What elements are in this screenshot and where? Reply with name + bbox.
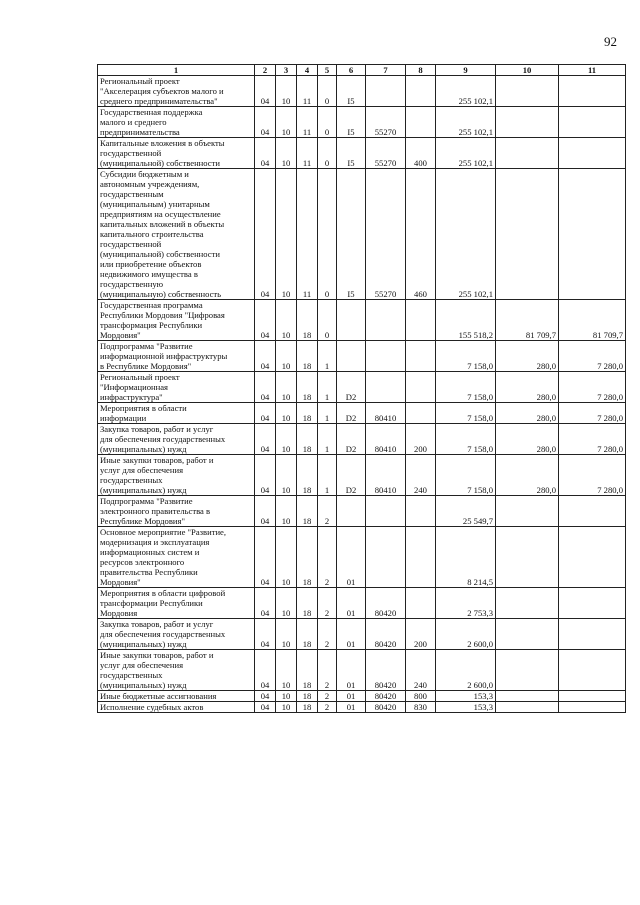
amount-cell xyxy=(559,619,626,650)
amount-cell: 155 518,2 xyxy=(436,300,496,341)
expense-type-cell: 830 xyxy=(406,702,436,713)
row-name-cell: Подпрограмма "Развитие электронного правительства в Республике Мордовия" xyxy=(98,496,255,527)
amount-cell xyxy=(559,691,626,702)
program-code-cell: 18 xyxy=(297,702,318,713)
amount-cell xyxy=(559,702,626,713)
amount-cell: 25 549,7 xyxy=(436,496,496,527)
subsection-code-cell: 10 xyxy=(276,76,297,107)
section-code-cell: 04 xyxy=(255,455,276,496)
program-code-cell: 18 xyxy=(297,496,318,527)
table-row xyxy=(98,169,626,300)
section-code-cell: 04 xyxy=(255,403,276,424)
program-code-cell: 18 xyxy=(297,424,318,455)
subsection-code-cell: 10 xyxy=(276,455,297,496)
row-name-cell: Подпрограмма "Развитие информационной инфраструктуры в Республике Мордовия" xyxy=(98,341,255,372)
section-code-cell: 04 xyxy=(255,169,276,300)
table-row xyxy=(98,702,626,713)
subsection-code-cell: 10 xyxy=(276,619,297,650)
section-code-cell: 04 xyxy=(255,702,276,713)
header-row xyxy=(98,65,626,76)
section-code-cell: 04 xyxy=(255,341,276,372)
subsection-code-cell: 10 xyxy=(276,691,297,702)
row-name-cell: Субсидии бюджетным и автономным учреждениям, государственным (муниципальным) унитарным предприятиям на осуществление капитальных вложений в объекты капитального строительства государственной (муниципальной) собственности или приобретение объектов недвижимого имущества в государственную (муниципальную) собственность xyxy=(98,169,255,300)
expense-type-cell xyxy=(406,300,436,341)
subprogram-code-cell: 2 xyxy=(318,691,337,702)
row-name-cell: Закупка товаров, работ и услуг для обеспечения государственных (муниципальных) нужд xyxy=(98,619,255,650)
program-code-cell: 18 xyxy=(297,619,318,650)
project-code-cell xyxy=(337,496,366,527)
table-row xyxy=(98,691,626,702)
row-name-cell: Иные закупки товаров, работ и услуг для обеспечения государственных (муниципальных) нужд xyxy=(98,455,255,496)
amount-cell: 2 753,3 xyxy=(436,588,496,619)
direction-code-cell xyxy=(366,496,406,527)
row-name-cell: Мероприятия в области информации xyxy=(98,403,255,424)
amount-cell xyxy=(496,496,559,527)
row-name-cell: Региональный проект "Информационная инфраструктура" xyxy=(98,372,255,403)
amount-cell: 7 280,0 xyxy=(559,424,626,455)
direction-code-cell xyxy=(366,341,406,372)
project-code-cell: D2 xyxy=(337,372,366,403)
project-code-cell: I5 xyxy=(337,107,366,138)
amount-cell xyxy=(496,650,559,691)
amount-cell: 280,0 xyxy=(496,424,559,455)
subsection-code-cell: 10 xyxy=(276,341,297,372)
expense-type-cell xyxy=(406,403,436,424)
program-code-cell: 11 xyxy=(297,138,318,169)
direction-code-cell: 55270 xyxy=(366,107,406,138)
project-code-cell: 01 xyxy=(337,650,366,691)
section-code-cell: 04 xyxy=(255,372,276,403)
amount-cell xyxy=(496,619,559,650)
table-row xyxy=(98,424,626,455)
direction-code-cell xyxy=(366,372,406,403)
amount-cell: 255 102,1 xyxy=(436,138,496,169)
row-name-cell: Капитальные вложения в объекты государственной (муниципальной) собственности xyxy=(98,138,255,169)
amount-cell: 81 709,7 xyxy=(496,300,559,341)
project-code-cell: 01 xyxy=(337,691,366,702)
project-code-cell: 01 xyxy=(337,619,366,650)
amount-cell: 255 102,1 xyxy=(436,76,496,107)
project-code-cell: D2 xyxy=(337,403,366,424)
program-code-cell: 18 xyxy=(297,341,318,372)
col-header: 8 xyxy=(406,65,436,76)
amount-cell: 7 158,0 xyxy=(436,372,496,403)
direction-code-cell: 80410 xyxy=(366,403,406,424)
direction-code-cell: 55270 xyxy=(366,169,406,300)
project-code-cell: 01 xyxy=(337,527,366,588)
amount-cell: 7 280,0 xyxy=(559,372,626,403)
amount-cell: 153,3 xyxy=(436,702,496,713)
col-header: 1 xyxy=(98,65,255,76)
section-code-cell: 04 xyxy=(255,496,276,527)
direction-code-cell: 80420 xyxy=(366,588,406,619)
subprogram-code-cell: 1 xyxy=(318,372,337,403)
direction-code-cell: 80420 xyxy=(366,619,406,650)
table-row xyxy=(98,300,626,341)
program-code-cell: 18 xyxy=(297,588,318,619)
row-name-cell: Основное мероприятие "Развитие, модернизация и эксплуатация информационных систем и ресурсов электронного правительства Республики Мордовия" xyxy=(98,527,255,588)
col-header: 10 xyxy=(496,65,559,76)
subsection-code-cell: 10 xyxy=(276,588,297,619)
amount-cell: 280,0 xyxy=(496,372,559,403)
program-code-cell: 18 xyxy=(297,455,318,496)
program-code-cell: 18 xyxy=(297,372,318,403)
program-code-cell: 18 xyxy=(297,403,318,424)
project-code-cell: I5 xyxy=(337,169,366,300)
section-code-cell: 04 xyxy=(255,691,276,702)
section-code-cell: 04 xyxy=(255,76,276,107)
col-header: 7 xyxy=(366,65,406,76)
table-body xyxy=(98,76,626,713)
row-name-cell: Региональный проект "Акселерация субъектов малого и среднего предпринимательства" xyxy=(98,76,255,107)
project-code-cell: D2 xyxy=(337,424,366,455)
direction-code-cell: 80410 xyxy=(366,424,406,455)
subprogram-code-cell: 1 xyxy=(318,455,337,496)
amount-cell: 7 280,0 xyxy=(559,455,626,496)
direction-code-cell: 80420 xyxy=(366,691,406,702)
project-code-cell: 01 xyxy=(337,702,366,713)
table-row xyxy=(98,138,626,169)
subsection-code-cell: 10 xyxy=(276,169,297,300)
col-header: 6 xyxy=(337,65,366,76)
amount-cell: 7 158,0 xyxy=(436,424,496,455)
program-code-cell: 11 xyxy=(297,169,318,300)
row-name-cell: Государственная программа Республики Мордовия "Цифровая трансформация Республики Мордовия" xyxy=(98,300,255,341)
subprogram-code-cell: 2 xyxy=(318,588,337,619)
col-header: 3 xyxy=(276,65,297,76)
amount-cell xyxy=(496,107,559,138)
subsection-code-cell: 10 xyxy=(276,372,297,403)
subprogram-code-cell: 2 xyxy=(318,619,337,650)
row-name-cell: Исполнение судебных актов xyxy=(98,702,255,713)
program-code-cell: 11 xyxy=(297,76,318,107)
amount-cell: 8 214,5 xyxy=(436,527,496,588)
amount-cell xyxy=(559,650,626,691)
amount-cell xyxy=(496,169,559,300)
subsection-code-cell: 10 xyxy=(276,702,297,713)
table-row xyxy=(98,619,626,650)
direction-code-cell xyxy=(366,527,406,588)
section-code-cell: 04 xyxy=(255,138,276,169)
expense-type-cell: 240 xyxy=(406,650,436,691)
col-header: 4 xyxy=(297,65,318,76)
row-name-cell: Иные бюджетные ассигнования xyxy=(98,691,255,702)
row-name-cell: Мероприятия в области цифровой трансформации Республики Мордовия xyxy=(98,588,255,619)
direction-code-cell: 80420 xyxy=(366,702,406,713)
subprogram-code-cell: 2 xyxy=(318,650,337,691)
subprogram-code-cell: 0 xyxy=(318,300,337,341)
table-row xyxy=(98,588,626,619)
amount-cell xyxy=(559,588,626,619)
section-code-cell: 04 xyxy=(255,619,276,650)
project-code-cell: D2 xyxy=(337,455,366,496)
section-code-cell: 04 xyxy=(255,588,276,619)
section-code-cell: 04 xyxy=(255,300,276,341)
expense-type-cell: 240 xyxy=(406,455,436,496)
section-code-cell: 04 xyxy=(255,107,276,138)
program-code-cell: 18 xyxy=(297,650,318,691)
subprogram-code-cell: 0 xyxy=(318,107,337,138)
program-code-cell: 11 xyxy=(297,107,318,138)
amount-cell xyxy=(496,702,559,713)
amount-cell: 255 102,1 xyxy=(436,107,496,138)
table-row xyxy=(98,650,626,691)
amount-cell xyxy=(559,76,626,107)
subprogram-code-cell: 0 xyxy=(318,169,337,300)
expense-type-cell xyxy=(406,527,436,588)
amount-cell: 280,0 xyxy=(496,341,559,372)
subprogram-code-cell: 2 xyxy=(318,527,337,588)
amount-cell: 7 280,0 xyxy=(559,403,626,424)
table-row xyxy=(98,76,626,107)
table-row xyxy=(98,527,626,588)
amount-cell xyxy=(559,107,626,138)
section-code-cell: 04 xyxy=(255,527,276,588)
direction-code-cell: 80410 xyxy=(366,455,406,496)
subsection-code-cell: 10 xyxy=(276,300,297,341)
amount-cell xyxy=(559,169,626,300)
section-code-cell: 04 xyxy=(255,424,276,455)
amount-cell xyxy=(496,527,559,588)
amount-cell xyxy=(559,527,626,588)
subprogram-code-cell: 1 xyxy=(318,424,337,455)
expense-type-cell xyxy=(406,496,436,527)
subsection-code-cell: 10 xyxy=(276,650,297,691)
subsection-code-cell: 10 xyxy=(276,527,297,588)
row-name-cell: Закупка товаров, работ и услуг для обеспечения государственных (муниципальных) нужд xyxy=(98,424,255,455)
amount-cell: 7 158,0 xyxy=(436,403,496,424)
expense-type-cell: 200 xyxy=(406,424,436,455)
program-code-cell: 18 xyxy=(297,527,318,588)
page-number: 92 xyxy=(604,34,617,49)
amount-cell: 7 280,0 xyxy=(559,341,626,372)
table-row xyxy=(98,107,626,138)
expense-type-cell: 200 xyxy=(406,619,436,650)
expense-type-cell xyxy=(406,76,436,107)
expense-type-cell xyxy=(406,588,436,619)
expense-type-cell xyxy=(406,107,436,138)
budget-table xyxy=(97,64,626,713)
col-header: 9 xyxy=(436,65,496,76)
amount-cell: 255 102,1 xyxy=(436,169,496,300)
amount-cell xyxy=(496,588,559,619)
subsection-code-cell: 10 xyxy=(276,138,297,169)
project-code-cell xyxy=(337,341,366,372)
expense-type-cell: 460 xyxy=(406,169,436,300)
subsection-code-cell: 10 xyxy=(276,424,297,455)
col-header: 2 xyxy=(255,65,276,76)
table-row xyxy=(98,372,626,403)
subprogram-code-cell: 0 xyxy=(318,138,337,169)
direction-code-cell xyxy=(366,76,406,107)
subprogram-code-cell: 0 xyxy=(318,76,337,107)
table-row xyxy=(98,341,626,372)
subsection-code-cell: 10 xyxy=(276,496,297,527)
amount-cell: 2 600,0 xyxy=(436,619,496,650)
expense-type-cell xyxy=(406,341,436,372)
section-code-cell: 04 xyxy=(255,650,276,691)
amount-cell: 280,0 xyxy=(496,455,559,496)
direction-code-cell: 80420 xyxy=(366,650,406,691)
program-code-cell: 18 xyxy=(297,691,318,702)
table-row xyxy=(98,496,626,527)
expense-type-cell xyxy=(406,372,436,403)
amount-cell xyxy=(496,691,559,702)
project-code-cell: I5 xyxy=(337,76,366,107)
project-code-cell xyxy=(337,300,366,341)
project-code-cell: I5 xyxy=(337,138,366,169)
amount-cell: 7 158,0 xyxy=(436,455,496,496)
program-code-cell: 18 xyxy=(297,300,318,341)
direction-code-cell: 55270 xyxy=(366,138,406,169)
amount-cell: 81 709,7 xyxy=(559,300,626,341)
amount-cell xyxy=(496,138,559,169)
subprogram-code-cell: 1 xyxy=(318,341,337,372)
table-row xyxy=(98,455,626,496)
expense-type-cell: 800 xyxy=(406,691,436,702)
table-row xyxy=(98,403,626,424)
direction-code-cell xyxy=(366,300,406,341)
amount-cell: 153,3 xyxy=(436,691,496,702)
expense-type-cell: 400 xyxy=(406,138,436,169)
row-name-cell: Иные закупки товаров, работ и услуг для обеспечения государственных (муниципальных) нужд xyxy=(98,650,255,691)
subsection-code-cell: 10 xyxy=(276,107,297,138)
amount-cell: 280,0 xyxy=(496,403,559,424)
amount-cell: 2 600,0 xyxy=(436,650,496,691)
row-name-cell: Государственная поддержка малого и среднего предпринимательства xyxy=(98,107,255,138)
col-header: 5 xyxy=(318,65,337,76)
amount-cell xyxy=(559,496,626,527)
project-code-cell: 01 xyxy=(337,588,366,619)
subprogram-code-cell: 2 xyxy=(318,702,337,713)
subsection-code-cell: 10 xyxy=(276,403,297,424)
amount-cell xyxy=(559,138,626,169)
amount-cell: 7 158,0 xyxy=(436,341,496,372)
col-header: 11 xyxy=(559,65,626,76)
amount-cell xyxy=(496,76,559,107)
subprogram-code-cell: 1 xyxy=(318,403,337,424)
subprogram-code-cell: 2 xyxy=(318,496,337,527)
